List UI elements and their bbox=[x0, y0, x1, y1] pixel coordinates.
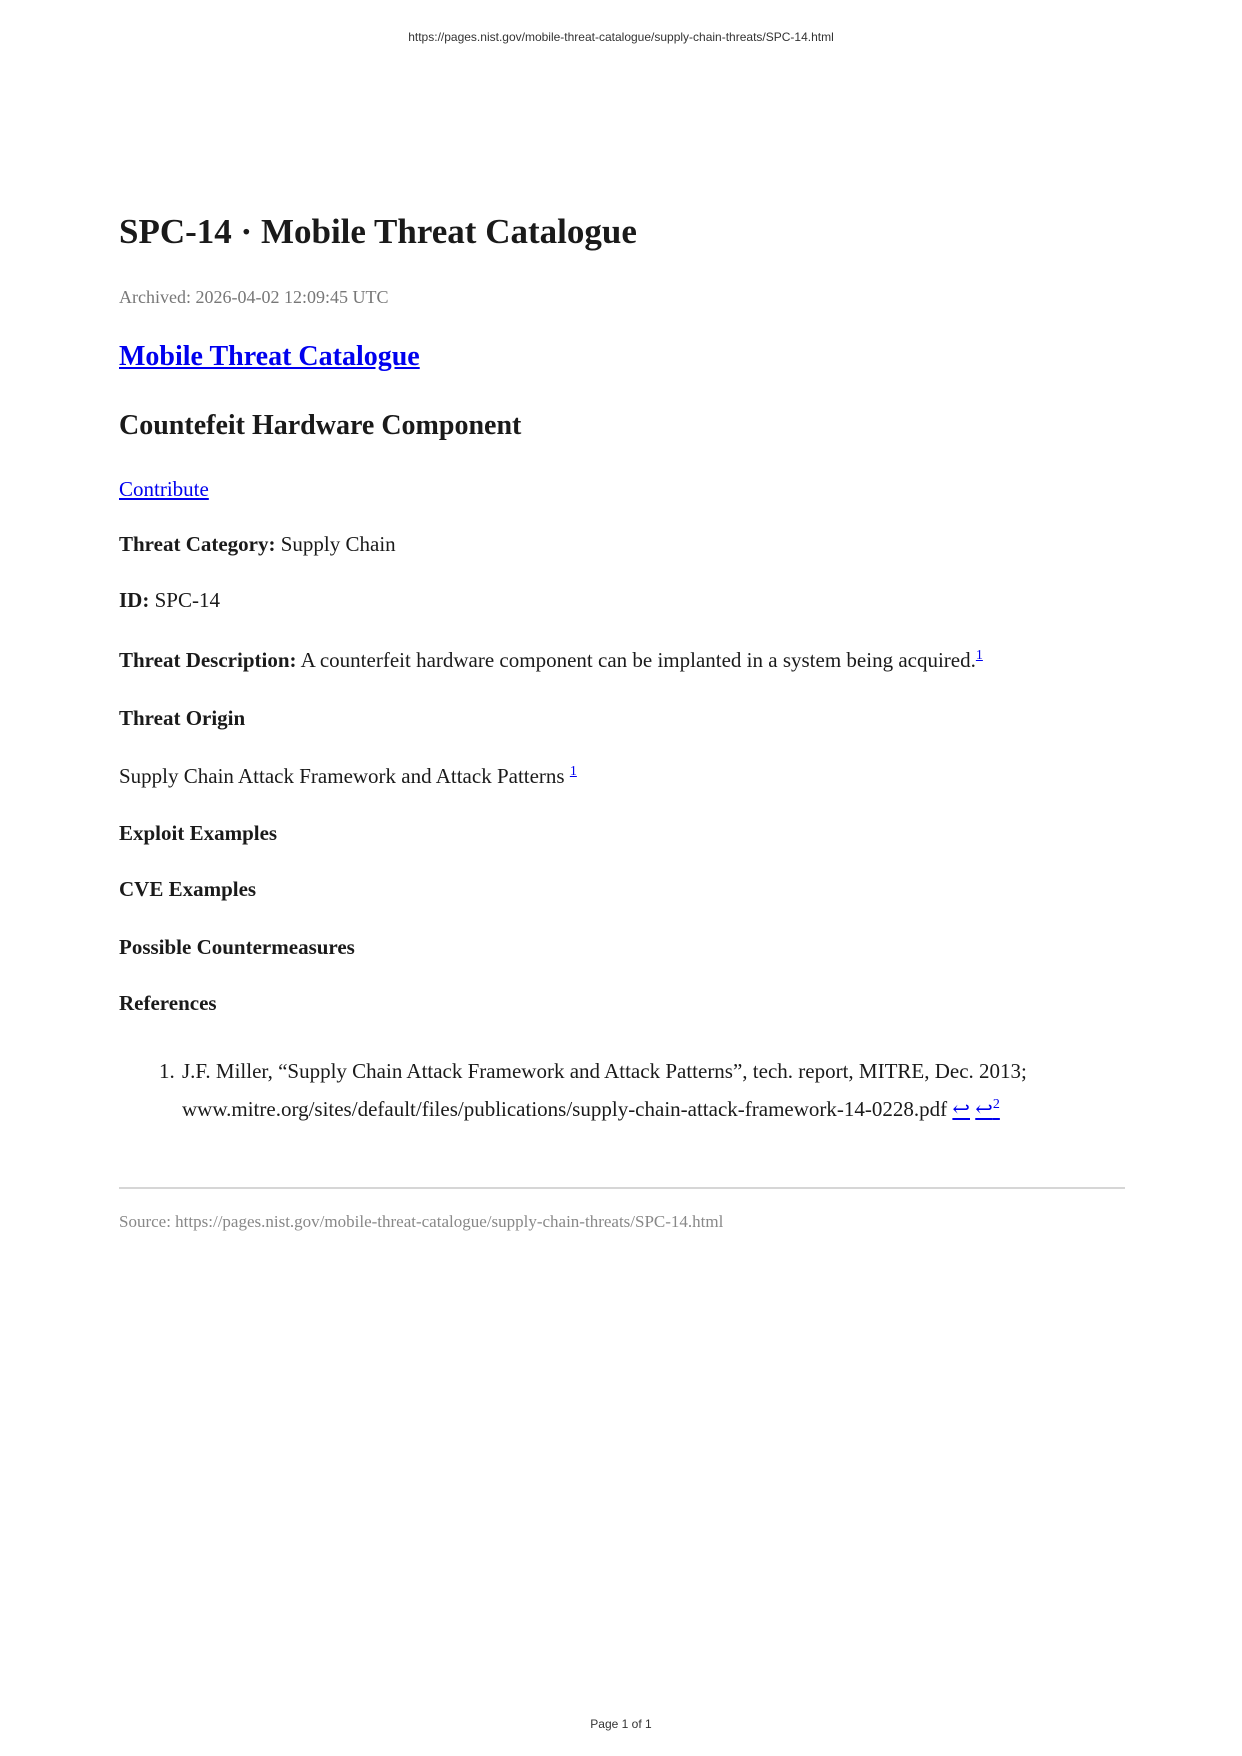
backref-link-2[interactable] bbox=[975, 1097, 1000, 1121]
threat-id-label: ID: bbox=[119, 588, 150, 612]
threat-category-field bbox=[119, 532, 396, 557]
catalogue-link[interactable]: Mobile Threat Catalogue bbox=[119, 341, 420, 372]
threat-name-heading: Countefeit Hardware Component bbox=[119, 410, 522, 441]
catalogue-heading bbox=[119, 341, 420, 373]
threat-category-label: Threat Category: bbox=[119, 532, 276, 556]
footer-divider bbox=[119, 1187, 1125, 1189]
exploit-examples-heading: Exploit Examples bbox=[119, 821, 278, 845]
backref-count: 2 bbox=[992, 1097, 1000, 1112]
contribute-paragraph bbox=[119, 477, 209, 502]
page-number: Page 1 of 1 bbox=[590, 1717, 652, 1731]
threat-category-value: Supply Chain bbox=[280, 532, 396, 556]
reference-line-1: J.F. Miller, “Supply Chain Attack Framework and Attack Patterns”, tech. report, MITRE, Dec. 2013; bbox=[182, 1059, 1027, 1083]
footnote-link-origin[interactable]: 1 bbox=[569, 764, 577, 779]
running-header-url: https://pages.nist.gov/mobile-threat-catalogue/supply-chain-threats/SPC-14.html bbox=[408, 30, 834, 44]
footnote-ref-description bbox=[976, 648, 983, 663]
countermeasures-heading: Possible Countermeasures bbox=[119, 935, 355, 959]
footnote-ref-origin bbox=[570, 764, 577, 779]
threat-description-value: A counterfeit hardware component can be implanted in a system being acquired. bbox=[300, 648, 976, 672]
threat-origin-text bbox=[119, 764, 577, 789]
reference-line-2: www.mitre.org/sites/default/files/publications/supply-chain-attack-framework-14-0228.pdf bbox=[182, 1097, 948, 1121]
threat-description-field bbox=[119, 648, 983, 673]
threat-id-value: SPC-14 bbox=[154, 588, 220, 612]
reference-number: 1. bbox=[159, 1059, 175, 1083]
backref-link-1[interactable]: ↩ bbox=[952, 1097, 970, 1121]
contribute-link[interactable]: Contribute bbox=[119, 477, 209, 501]
footnote-link-description[interactable]: 1 bbox=[975, 648, 983, 663]
page-title: SPC-14 · Mobile Threat Catalogue bbox=[119, 212, 637, 251]
references-list bbox=[119, 1052, 1172, 1128]
threat-origin-heading: Threat Origin bbox=[119, 706, 246, 730]
threat-description-label: Threat Description: bbox=[119, 648, 297, 672]
threat-id-field bbox=[119, 588, 220, 613]
cve-examples-heading: CVE Examples bbox=[119, 877, 257, 901]
threat-origin-value: Supply Chain Attack Framework and Attack Patterns bbox=[119, 764, 565, 788]
backref-arrow-2: ↩ bbox=[975, 1097, 993, 1121]
source-url: Source: https://pages.nist.gov/mobile-threat-catalogue/supply-chain-threats/SPC-14.html bbox=[119, 1212, 724, 1231]
references-heading: References bbox=[119, 991, 217, 1015]
archived-timestamp: Archived: 2026-04-02 12:09:45 UTC bbox=[119, 287, 389, 307]
reference-item bbox=[159, 1052, 1172, 1128]
